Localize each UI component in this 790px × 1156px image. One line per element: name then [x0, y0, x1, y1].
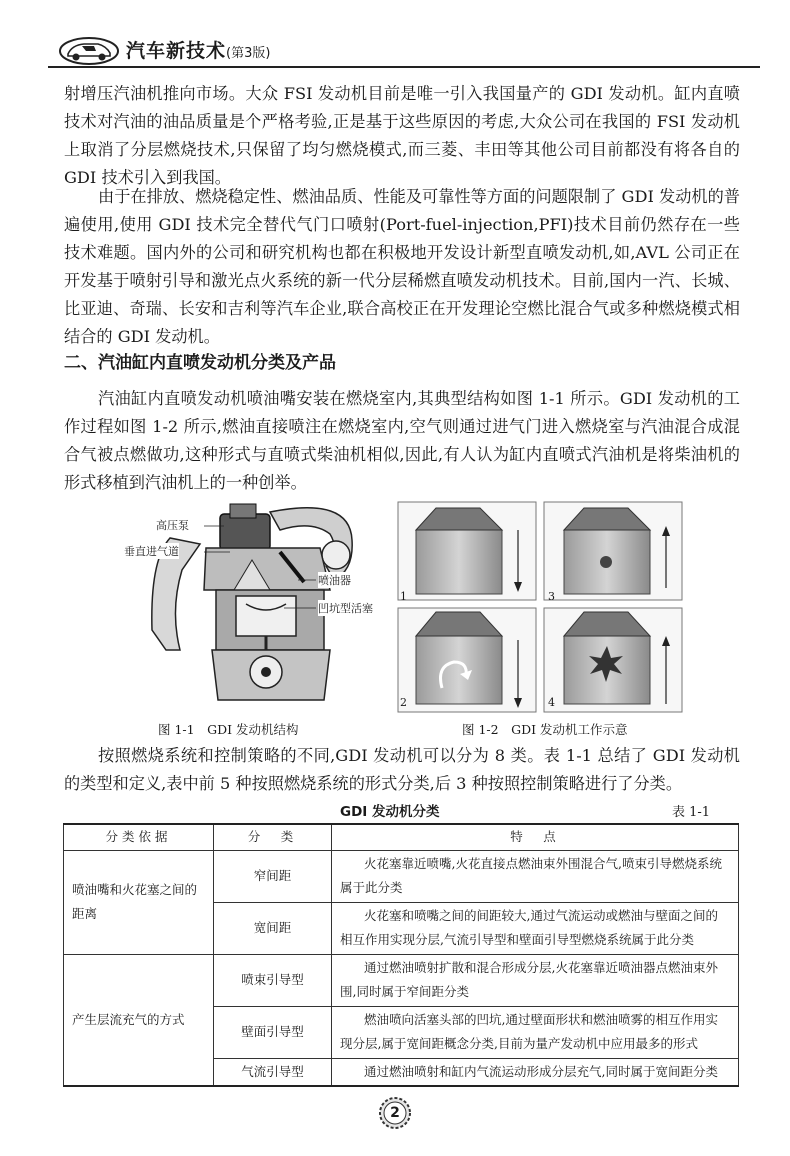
paragraph-4: 按照燃烧系统和控制策略的不同,GDI 发动机可以分为 8 类。表 1-1 总结了 GDI 发动机的类型和定义,表中前 5 种按照燃烧系统的形式分类,后 3 种按照控制策略进行了分类。 [64, 746, 740, 793]
table-row [64, 850, 739, 902]
header-feature: 特 点 [332, 824, 739, 850]
figure-2-caption: 图 1-2 GDI 发动机工作示意 [462, 722, 628, 737]
type-cell: 气流引导型 [214, 1058, 332, 1086]
book-title [126, 36, 270, 63]
feature-cell: 燃油喷向活塞头部的凹坑,通过壁面形状和燃油喷雾的相互作用实现分层,属于宽间距概念分类,目前为量产发动机中应用最多的形式 [332, 1006, 739, 1058]
book-title-text: 汽车新技术 [126, 40, 227, 62]
running-header [40, 28, 760, 68]
header-rule [48, 66, 760, 68]
table-header-row [64, 824, 739, 850]
feature-cell: 通过燃油喷射扩散和混合形成分层,火花塞靠近喷油器点燃油束外围,同时属于窄间距分类 [332, 954, 739, 1006]
figure-working-process [396, 500, 686, 716]
type-cell: 喷束引导型 [214, 954, 332, 1006]
type-cell: 宽间距 [214, 902, 332, 954]
panel-2 [398, 608, 536, 712]
paragraph-1: 射增压汽油机推向市场。大众 FSI 发动机目前是唯一引入我国量产的 GDI 发动机。缸内直喷技术对汽油的油品质量是个严格考验,正是基于这些原因的考虑,大众公司在我国的 FSI 发动机上取消了分层燃烧技术,只保留了均匀燃烧模式,而三菱、丰田等其他公司目前都没有将各自的 GDI 技术引入到我国。 [64, 84, 740, 187]
group-basis-cell: 喷油嘴和火花塞之间的距离 [64, 850, 214, 954]
table-row [64, 954, 739, 1006]
paragraph-2: 由于在排放、燃烧稳定性、燃油品质、性能及可靠性等方面的问题限制了 GDI 发动机的普遍使用,使用 GDI 技术完全替代气门口喷射(Port-fuel-injection,PFI)技术目前仍然存在一些技术难题。国内外的公司和研究机构也都在积极地开发设计新型直喷发动机,如,AVL 公司正在开发基于喷射引导和激光点火系统的新一代分层稀燃直喷发动机技术。目前,国内一汽、长城、比亚迪、奇瑞、长安和吉利等汽车企业,联合高校正在开发理论空燃比混合气或多种燃烧模式相结合的 GDI 发动机。 [64, 187, 740, 346]
panel-1 [398, 502, 536, 600]
label-piston: 凹坑型活塞 [318, 602, 373, 615]
section-heading: 二、汽油缸内直喷发动机分类及产品 [64, 353, 336, 373]
page-number-badge [378, 1096, 412, 1130]
feature-cell: 通过燃油喷射和缸内气流运动形成分层充气,同时属于宽间距分类 [332, 1058, 739, 1086]
panel-number-2: 2 [400, 696, 407, 709]
panel-4 [544, 608, 682, 712]
panel-number-4: 4 [548, 696, 555, 709]
panel-number-3: 3 [548, 590, 555, 603]
panel-3 [544, 502, 682, 600]
figure-engine-structure [120, 500, 388, 716]
book-edition: (第3版) [226, 46, 271, 61]
page-number: 2 [390, 1105, 400, 1121]
header-basis: 分类依据 [64, 824, 214, 850]
label-pump: 高压泵 [156, 519, 189, 532]
feature-cell: 火花塞和喷嘴之间的间距较大,通过气流运动或燃油与壁面之间的相互作用实现分层,气流引导型和壁面引导型燃烧系统属于此分类 [332, 902, 739, 954]
type-cell: 窄间距 [214, 850, 332, 902]
gdi-classification-table [63, 823, 739, 1087]
table-number: 表 1-1 [672, 805, 711, 820]
paragraph-3: 汽油缸内直喷发动机喷油嘴安装在燃烧室内,其典型结构如图 1-1 所示。GDI 发动机的工作过程如图 1-2 所示,燃油直接喷注在燃烧室内,空气则通过进气门进入燃烧室与汽油混合成混合气被点燃做功,这种形式与直喷式柴油机相似,因此,有人认为缸内直喷式汽油机是将柴油机的形式移植到汽油机上的一种创举。 [64, 389, 740, 492]
table-title: GDI 发动机分类 [340, 804, 440, 820]
feature-cell: 火花塞靠近喷嘴,火花直接点燃油束外围混合气,喷束引导燃烧系统属于此分类 [332, 850, 739, 902]
type-cell: 壁面引导型 [214, 1006, 332, 1058]
label-intake: 垂直进气道 [124, 545, 179, 558]
label-injector: 喷油器 [318, 574, 351, 587]
header-type: 分 类 [214, 824, 332, 850]
figure-1-caption: 图 1-1 GDI 发动机结构 [158, 722, 299, 737]
car-logo-icon [58, 34, 120, 66]
working-process-drawing [396, 500, 686, 716]
group-basis-cell: 产生层流充气的方式 [64, 954, 214, 1086]
panel-number-1: 1 [400, 590, 407, 603]
